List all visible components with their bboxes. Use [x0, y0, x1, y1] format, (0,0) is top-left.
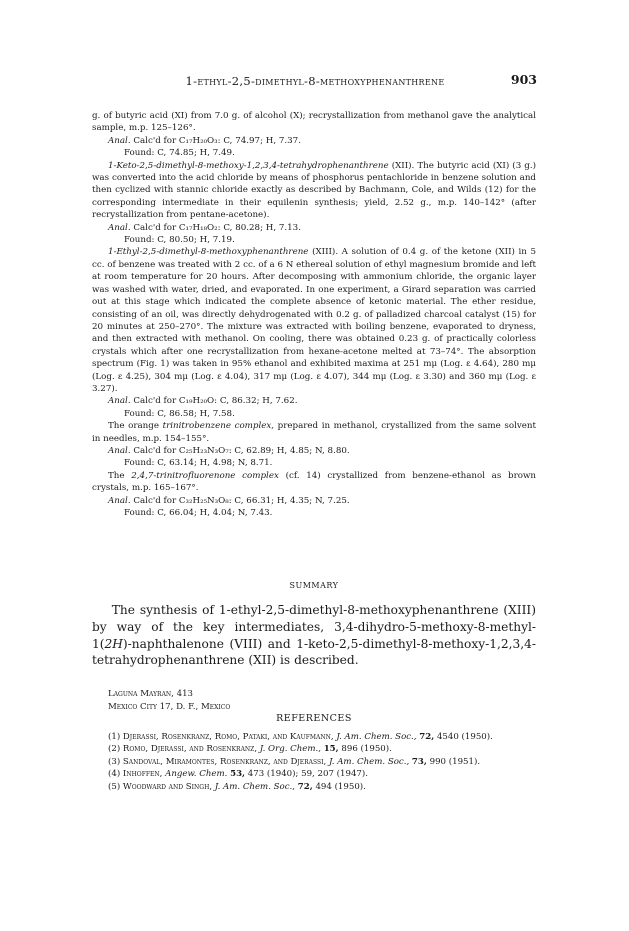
found-line: Found: C, 63.14; H, 4.98; N, 8.71. — [124, 458, 273, 469]
found-line: Found: C, 74.85; H, 7.49. — [124, 148, 235, 159]
summary-text: The synthesis of 1-ethyl-2,5-dimethyl-8-methoxyphenanthrene (XIII) by way of the key intermediates, 3,4-dihydro-5-methoxy-8-methyl-1(2H)-naphthalenone (VIII) and 1-keto-2,5-dimethyl-8-methoxy-1,2,3,4-tetrahydrophenanthrene (XII) is described. — [92, 603, 536, 668]
analysis-line: Anal. Calc'd for C₂₅H₂₃N₃O₇: C, 62.89; H, 4.85; N, 8.80. — [108, 445, 350, 456]
found-line: Found: C, 80.50; H, 7.19. — [124, 235, 235, 246]
paragraph: The 2,4,7-trinitrofluorenone complex (cf. 14) crystallized from benzene-ethanol as brown crystals, m.p. 165–167°. — [92, 470, 536, 494]
reference-item: (1) Djerassi, Rosenkranz, Romo, Pataki, and Kaufmann, J. Am. Chem. Soc., 72, 4540 (1950). — [108, 732, 493, 742]
experimental-text — [92, 110, 536, 519]
compound-name: 1-Ethyl-2,5-dimethyl-8-methoxyphenanthrene — [108, 247, 309, 258]
address-line: Laguna Mayran, 413 — [108, 689, 194, 699]
found-line: Found: C, 86.58; H, 7.58. — [124, 408, 235, 419]
running-title: 1-ethyl-2,5-dimethyl-8-methoxyphenanthrene — [185, 74, 445, 88]
address-line: Mexico City 17, D. F., Mexico — [108, 701, 231, 712]
reference-item: (5) Woodward and Singh, J. Am. Chem. Soc., 72, 494 (1950). — [108, 781, 366, 792]
paragraph: The orange trinitrobenzene complex, prepared in methanol, crystallized from the same solvent in needles, m.p. 154–155°. — [92, 421, 536, 444]
author-address — [108, 688, 230, 713]
analysis-line: Anal. Calc'd for C₁₉H₂₀O: C, 86.32; H, 7.62. — [108, 396, 298, 407]
reference-item: (2) Romo, Djerassi, and Rosenkranz, J. Org. Chem., 15, 896 (1950). — [108, 744, 392, 755]
found-line: Found: C, 66.04; H, 4.04; N, 7.43. — [124, 508, 273, 518]
reference-item: (4) Inhoffen, Angew. Chem. 53, 473 (1940); 59, 207 (1947). — [108, 769, 368, 780]
page-number: 903 — [510, 72, 537, 87]
compound-name: 1-Keto-2,5-dimethyl-8-methoxy-1,2,3,4-tetrahydrophenanthrene — [108, 160, 389, 171]
reference-item: (3) Sandoval, Miramontes, Rosenkranz, and Djerassi, J. Am. Chem. Soc., 73, 990 (1951). — [108, 756, 481, 767]
analysis-line: Anal. Calc'd for C₁₇H₂₀O₃: C, 74.97; H, 7.37. — [108, 135, 301, 146]
paragraph: 1-Keto-2,5-dimethyl-8-methoxy-1,2,3,4-tetrahydrophenanthrene (XII). The butyric acid (XI) (3 g.) was converted into the acid chloride by means of phosphorus pentachloride in benzene solution and then cyclized with stannic chloride exactly as described by Bachmann, Cole, and Wilds (12) for the corresponding intermediate in their equilenin synthesis; yield, 2.52 g., m.p. 140–142° (after recrystallization from pentane-acetone). — [92, 160, 537, 221]
paragraph: 1-Ethyl-2,5-dimethyl-8-methoxyphenanthrene (XIII). A solution of 0.4 g. of the ketone (XII) in 5 cc. of benzene was treated with 2 cc. of a 6 N ethereal solution of ethyl magnesium bromide and left at room temperature for 20 hours. After decomposing with ammonium chloride, the organic layer was washed with water, dried, and evaporated. In one experiment, a Girard separation was carried out at this stage which indicated the complete absence of ketonic material. The ether residue, consisting of an oil, was directly dehydrogenated with 0.2 g. of palladized charcoal catalyst (15) for 20 minutes at 250–270°. The mixture was extracted with boiling benzene, evaporated to dryness, and then extracted with methanol. On cooling, there was obtained 0.23 g. of practically colorless crystals which after one recrystallization from hexane-acetone melted at 73–74°. The absorption spectrum (Fig. 1) was taken in 95% ethanol and exhibited maxima at 251 mμ (Log. ε 4.64), 280 mμ (Log. ε 4.25), 304 mμ (Log. ε 4.04), 317 mμ (Log. ε 4.07), 344 mμ (Log. ε 3.30) and 360 mμ (Log. ε 3.27). — [92, 247, 537, 394]
paragraph: g. of butyric acid (XI) from 7.0 g. of alcohol (X); recrystallization from methanol gave the analytical sample, m.p. 125–126°. — [92, 111, 536, 134]
summary-heading: SUMMARY — [289, 581, 339, 590]
references-heading: REFERENCES — [276, 713, 352, 724]
analysis-line: Anal. Calc'd for C₃₂H₂₅N₃O₈: C, 66.31; H, 4.35; N, 7.25. — [108, 495, 350, 506]
references-list — [108, 731, 538, 793]
analysis-line: Anal. Calc'd for C₁₇H₁₈O₂: C, 80.28; H, 7.13. — [108, 222, 301, 233]
